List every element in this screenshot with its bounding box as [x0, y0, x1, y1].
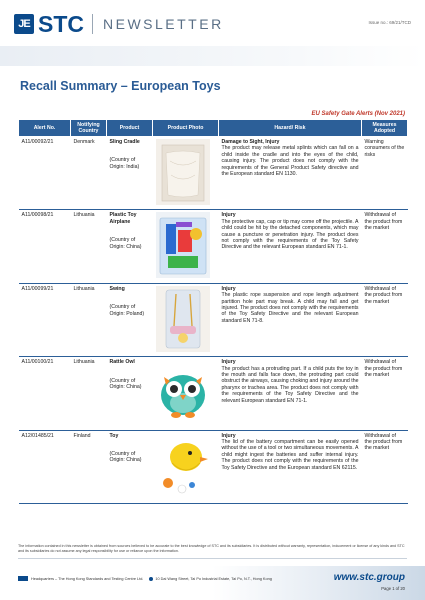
rattle-owl-photo [156, 359, 210, 425]
header-band [0, 46, 425, 66]
hazard-risk [219, 210, 362, 283]
col-photo: Product Photo [153, 120, 219, 137]
alerts-subtitle: EU Safety Gate Alerts (Nov 2021) [311, 111, 405, 117]
risk-text: The protective cap, cap or tip may come off the projectile. A child could be hit by the detached components, which may cause a puncture or penetration injury. The product does not comply with the requirements of the Toy Safety Directive and the relevant European standard EN 71-1. [221, 218, 359, 251]
swing-photo [156, 286, 210, 352]
table-row [19, 357, 408, 430]
disclaimer: The information contained in this newsletter is obtained from sources believed to be accurate to the best knowledge of STC and its subsidiaries. It is distributed without warranty, representation, inducement or license of any kinds and STC and its subsidiaries do not assume any legal responsibility for use or reliance upon the information. [18, 544, 405, 553]
measures: Warning consumers of the risks [362, 137, 408, 210]
page-number: Page 1 of 20 [381, 586, 405, 591]
col-hazard: Hazard/ Risk [219, 120, 362, 137]
hq-address: 10 Dai Wang Street, Tai Po Industrial Estate, Tai Po, N.T., Hong Kong [155, 576, 272, 581]
hazard-title: Injury [221, 359, 236, 366]
product-photo [153, 430, 219, 503]
table-row [19, 210, 408, 283]
product-origin: (Country of Origin: China) [109, 451, 142, 464]
risk-text: The product may release metal splints which can fall on a child inside the cradle and into the eyes of the child, causing injury. The product does not comply with the requirements of the General Product Safety directive and the European standard EN 1130. [221, 145, 359, 178]
product-name: Rattle Owl [109, 359, 135, 366]
product-photo [153, 357, 219, 430]
col-product: Product [107, 120, 153, 137]
col-measures: Measures Adopted [362, 120, 408, 137]
col-country: Notifying Country [71, 120, 107, 137]
hazard-title: Injury [221, 432, 236, 439]
col-alert-no: Alert No. [19, 120, 71, 137]
risk-text: The product has a protruding part. If a child puts the toy in the mouth and falls face down, the protruding part could obstruct the airways, causing choking and injury around the pharynx or trachea area. The product does not comply with the requirements of the Toy Safety Directive and the relevant European standard EN 71-1. [221, 365, 359, 404]
website-link[interactable]: www.stc.group [333, 572, 405, 583]
product-name: Swing [109, 285, 125, 292]
hazard-risk [219, 357, 362, 430]
country: Finland [71, 430, 107, 503]
table-header-row [19, 120, 408, 137]
product-name: Toy [109, 432, 119, 439]
product [107, 210, 153, 283]
toy-duck-photo [156, 433, 210, 499]
product-photo [153, 137, 219, 210]
alert-no: A12/01485/21 [19, 430, 71, 503]
location-pin-icon [149, 577, 153, 581]
risk-text: The plastic rope suspension and rope length adjustment partition hole part may break. A child may fall and get injured. The product does not comply with the requirements of the Toy Safety Directive and the relevant European standard EN 71-8. [221, 292, 359, 324]
alert-no: A11/00099/21 [19, 283, 71, 356]
product [107, 357, 153, 430]
product-origin: (Country of Origin: China) [109, 237, 142, 250]
hazard-risk [219, 283, 362, 356]
hq-logo-icon [18, 576, 28, 581]
product [107, 283, 153, 356]
product-origin: (Country of Origin: China) [109, 377, 142, 391]
alert-no: A11/00098/21 [19, 210, 71, 283]
product-photo [153, 283, 219, 356]
footer-divider [18, 558, 407, 559]
product-name: Plastic Toy Airplane [109, 212, 137, 225]
newsletter-label: NEWSLETTER [103, 16, 224, 32]
hazard-title: Injury [221, 212, 236, 219]
measures: Withdrawal of the product from the market [362, 430, 408, 503]
country: Denmark [71, 137, 107, 210]
country: Lithuania [71, 357, 107, 430]
measures: Withdrawal of the product from the market [362, 357, 408, 430]
country: Lithuania [71, 283, 107, 356]
country: Lithuania [71, 210, 107, 283]
product [107, 430, 153, 503]
stc-logo [14, 11, 224, 37]
stc-logo-mark: JE [14, 14, 34, 34]
toy-airplane-photo [156, 212, 210, 278]
table-row [19, 283, 408, 356]
header-divider [92, 14, 93, 34]
table-row [19, 430, 408, 503]
product [107, 137, 153, 210]
hazard-title: Injury [221, 285, 236, 292]
alert-no: A11/00092/21 [19, 137, 71, 210]
product-origin: (Country of Origin: Poland) [109, 304, 145, 317]
sling-cradle-photo [156, 139, 210, 205]
recall-table [18, 119, 408, 504]
risk-text: The lid of the battery compartment can be easily opened without the use of a tool or two simultaneous movements. A child might ingest the batteries and suffer internal injury. The product does not comply with the requirements of the Toy Safety Directive and the European standard EN 62115. [221, 439, 359, 471]
hazard-title: Damage to Sight, Injury [221, 139, 280, 145]
hazard-risk [219, 137, 362, 210]
measures: Withdrawal of the product from the market [362, 210, 408, 283]
issue-number: Issue no.: 69/21/TCD [368, 20, 411, 25]
product-photo [153, 210, 219, 283]
hq-name: Headquarters – The Hong Kong Standards and Testing Centre Ltd. [31, 576, 144, 581]
headquarters-info [18, 576, 272, 581]
table-row [19, 137, 408, 210]
page-title: Recall Summary – European Toys [20, 79, 221, 93]
product-origin: (Country of Origin: India) [109, 157, 140, 170]
page-header [0, 0, 425, 46]
alert-no: A11/00100/21 [19, 357, 71, 430]
stc-logo-text: STC [38, 11, 84, 37]
product-name: Sling Cradle [109, 139, 140, 145]
measures: Withdrawal of the product from the market [362, 283, 408, 356]
hazard-risk [219, 430, 362, 503]
